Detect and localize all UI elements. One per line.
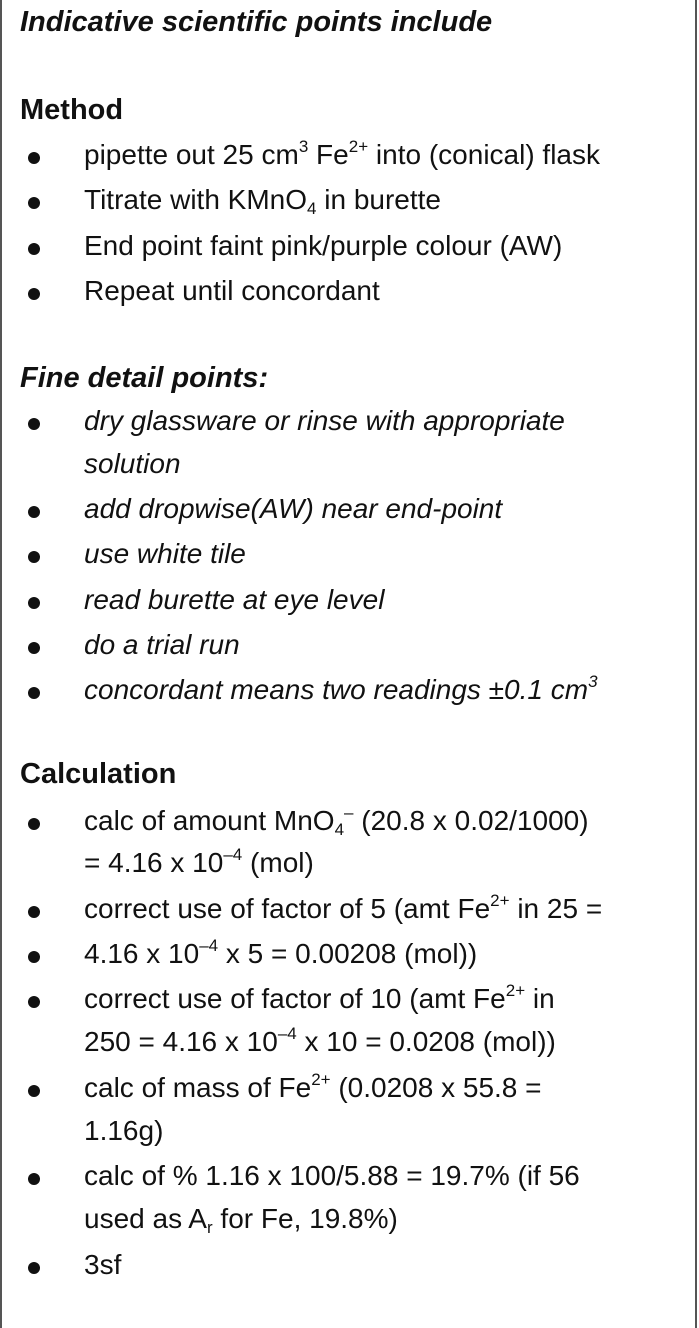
bullet-icon <box>28 951 40 963</box>
list-item: add dropwise(AW) near end-point <box>84 493 503 524</box>
list-item: do a trial run <box>84 629 240 660</box>
page-title: Indicative scientific points include <box>20 6 493 38</box>
bullet-icon <box>28 551 40 563</box>
bullet-icon <box>28 243 40 255</box>
list-item: End point faint pink/purple colour (AW) <box>84 230 563 261</box>
bullet-icon <box>28 597 40 609</box>
bullet-icon <box>28 1173 40 1185</box>
list-item: use white tile <box>84 538 246 569</box>
list-item: correct use of factor of 5 (amt $Fe^{2+}$ in 25 = <box>84 891 603 924</box>
list-item-continuation: = 4.16 x $10^{-4}$ (mol) <box>84 845 314 878</box>
bullet-icon <box>28 996 40 1008</box>
bullet-icon <box>28 687 40 699</box>
bullet-icon <box>28 506 40 518</box>
list-item: Titrate with KMnO$_4$ in burette <box>84 184 442 218</box>
bullet-icon <box>28 818 40 830</box>
bullet-icon <box>28 288 40 300</box>
list-item: calc of mass of $Fe^{2+}$ (0.0208 x 55.8 = <box>84 1070 542 1103</box>
list-item-continuation: solution <box>84 448 181 479</box>
list-item: correct use of factor of 10 (amt $Fe^{2+}$ in <box>84 981 555 1014</box>
list-item: Repeat until concordant <box>84 275 380 306</box>
list-item: 4.16 x $10^{-4}$ x 5 = 0.00208 (mol)) <box>84 936 478 969</box>
list-item: 3sf <box>84 1249 122 1280</box>
list-item: pipette out 25 $cm^3$ $Fe^{2+}$ into (conical) flask <box>84 137 601 170</box>
calculation-heading: Calculation <box>20 758 177 790</box>
bullet-icon <box>28 1262 40 1274</box>
bullet-icon <box>28 642 40 654</box>
list-item-continuation: used as $A_r$ for Fe, 19.8%) <box>84 1203 398 1237</box>
list-item: calc of amount MnO$_4$– (20.8 x 0.02/1000) <box>84 803 589 839</box>
list-item-continuation: 250 = 4.16 x $10^{-4}$ x 10 = 0.0208 (mol)) <box>84 1024 556 1057</box>
list-item: read burette at eye level <box>84 584 385 615</box>
list-item: concordant means two readings ±0.1 $cm^3$ <box>84 672 598 705</box>
list-item: dry glassware or rinse with appropriate <box>84 405 565 436</box>
bullet-icon <box>28 1085 40 1097</box>
method-heading: Method <box>20 94 124 126</box>
bullet-icon <box>28 906 40 918</box>
bullet-icon <box>28 152 40 164</box>
bullet-icon <box>28 197 40 209</box>
fine-detail-heading: Fine detail points: <box>20 362 269 394</box>
list-item-continuation: 1.16g) <box>84 1115 164 1146</box>
list-item: calc of % 1.16 x 100/5.88 = 19.7% (if 56 <box>84 1160 580 1191</box>
bullet-icon <box>28 418 40 430</box>
